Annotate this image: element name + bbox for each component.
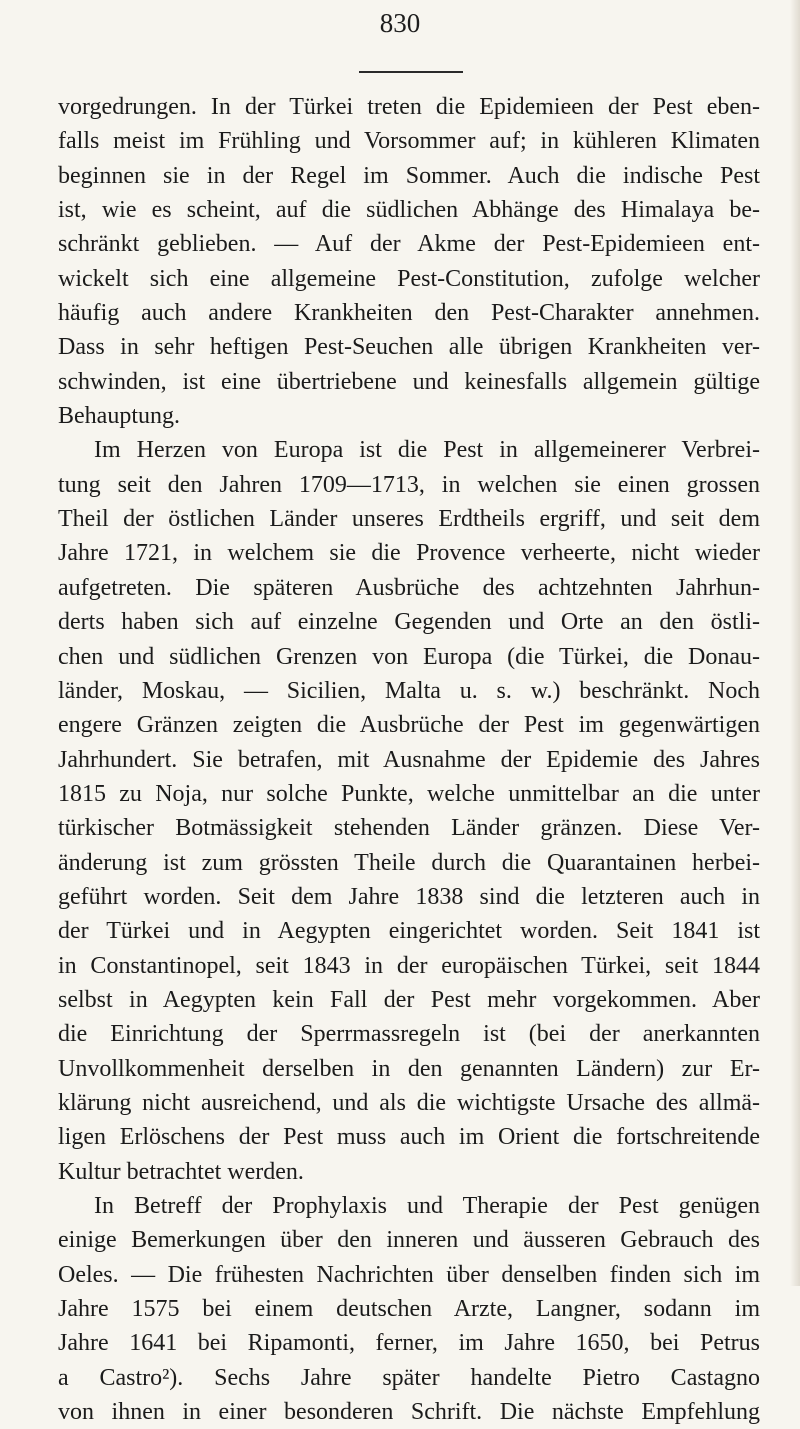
text-line: a Castro²). Sechs Jahre später handelte Pietro Castagno [58, 1364, 760, 1391]
text-line: schränkt geblieben. — Auf der Akme der Pest-Epidemieen ent- [58, 231, 760, 258]
page-edge-shadow [790, 0, 800, 1286]
text-line: engere Gränzen zeigten die Ausbrüche der Pest im gegenwärtigen [58, 712, 760, 739]
text-line: Jahrhundert. Sie betrafen, mit Ausnahme der Epidemie des Jahres [58, 746, 760, 773]
text-line: Jahre 1641 bei Ripamonti, ferner, im Jahre 1650, bei Petrus [58, 1330, 760, 1357]
text-line: 1815 zu Noja, nur solche Punkte, welche unmittelbar an die unter [58, 780, 760, 807]
text-line: klärung nicht ausreichend, und als die wichtigste Ursache des allmä- [58, 1089, 760, 1116]
text-line: derts haben sich auf einzelne Gegenden und Orte an den östli- [58, 609, 760, 636]
text-line: vorgedrungen. In der Türkei treten die Epidemieen der Pest eben- [58, 94, 760, 120]
text-line: schwinden, ist eine übertriebene und keinesfalls allgemein gültige [58, 368, 760, 395]
text-line: Dass in sehr heftigen Pest-Seuchen alle übrigen Krankheiten ver- [58, 334, 760, 361]
text-line: falls meist im Frühling und Vorsommer auf; in kühleren Klimaten [58, 128, 760, 155]
body-text [58, 90, 760, 1429]
text-line: änderung ist zum grössten Theile durch die Quarantainen herbei- [58, 849, 760, 876]
text-line: länder, Moskau, — Sicilien, Malta u. s. w.) beschränkt. Noch [58, 677, 760, 704]
text-line: Jahre 1721, in welchem sie die Provence verheerte, nicht wieder [58, 540, 760, 567]
text-line: einige Bemerkungen über den inneren und äusseren Gebrauch des [58, 1227, 760, 1254]
text-line: in Constantinopel, seit 1843 in der europäischen Türkei, seit 1844 [58, 952, 760, 979]
text-line: die Einrichtung der Sperrmassregeln ist (bei der anerkannten [58, 1021, 760, 1048]
text-line: aufgetreten. Die späteren Ausbrüche des achtzehnten Jahrhun- [58, 574, 760, 601]
text-line: Kultur betrachtet werden. [58, 1158, 304, 1185]
text-line: Behauptung. [58, 403, 180, 430]
text-line: beginnen sie in der Regel im Sommer. Auch die indische Pest [58, 162, 760, 189]
text-line: von ihnen in einer besonderen Schrift. Die nächste Empfehlung [58, 1399, 760, 1426]
text-line: der Türkei und in Aegypten eingerichtet worden. Seit 1841 ist [58, 918, 760, 945]
text-line: selbst in Aegypten kein Fall der Pest mehr vorgekommen. Aber [58, 986, 760, 1013]
text-line: ligen Erlöschens der Pest muss auch im Orient die fortschreitende [58, 1124, 760, 1151]
text-line: wickelt sich eine allgemeine Pest-Constitution, zufolge welcher [58, 265, 760, 292]
text-line: häufig auch andere Krankheiten den Pest-Charakter annehmen. [58, 300, 760, 327]
page-number-rule [359, 71, 463, 73]
text-line: In Betreff der Prophylaxis und Therapie der Pest genügen [94, 1193, 760, 1219]
text-line: türkischer Botmässigkeit stehenden Länder gränzen. Diese Ver- [58, 815, 760, 842]
text-line: geführt worden. Seit dem Jahre 1838 sind die letzteren auch in [58, 883, 760, 910]
text-line: Jahre 1575 bei einem deutschen Arzte, Langner, sodann im [58, 1296, 760, 1323]
page-number: 830 [379, 8, 421, 38]
text-line: Im Herzen von Europa ist die Pest in allgemeinerer Verbrei- [94, 437, 760, 464]
text-line: Unvollkommenheit derselben in den genannten Ländern) zur Er- [58, 1055, 760, 1082]
text-line: ist, wie es scheint, auf die südlichen Abhänge des Himalaya be- [58, 197, 760, 224]
text-line: tung seit den Jahren 1709—1713, in welchen sie einen grossen [58, 471, 760, 498]
text-line: Oeles. — Die frühesten Nachrichten über denselben finden sich im [58, 1261, 760, 1288]
text-line: chen und südlichen Grenzen von Europa (die Türkei, die Donau- [58, 643, 760, 670]
text-line: Theil der östlichen Länder unseres Erdtheils ergriff, und seit dem [58, 506, 760, 533]
